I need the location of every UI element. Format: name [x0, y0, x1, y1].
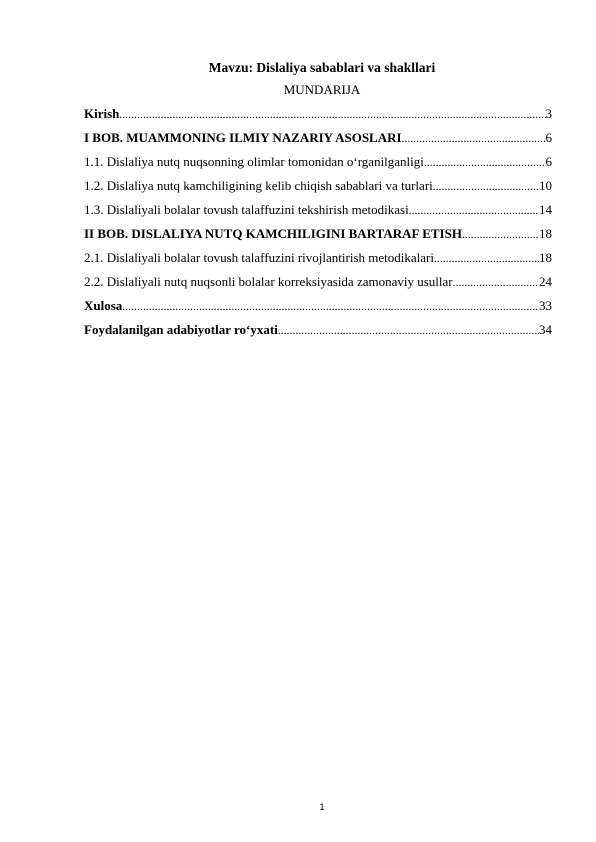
- toc-entry-page: 10: [539, 178, 552, 193]
- toc-entry-section-1-1[interactable]: [84, 153, 552, 177]
- toc-entry-chapter-1[interactable]: [84, 129, 552, 153]
- toc-entry-title: Xulosa: [84, 298, 123, 313]
- toc-entry-title: I BOB. MUAMMONING ILMIY NAZARIY ASOSLARI: [84, 130, 402, 145]
- toc-entry-title: II BOB. DISLALIYA NUTQ KAMCHILIGINI BARTARAF ETISH: [84, 226, 462, 241]
- toc-entry-page: 18: [539, 250, 552, 265]
- toc-entry-title: 2.2. Dislaliyali nutq nuqsonli bolalar korreksiyasida zamonaviy usullar: [84, 274, 453, 289]
- toc-heading: MUNDARIJA: [283, 82, 361, 97]
- toc-entry-page: 34: [539, 322, 552, 337]
- toc-entry-page: 6: [545, 130, 552, 145]
- toc-entry-title: 1.2. Dislaliya nutq kamchiligining kelib chiqish sabablari va turlari: [84, 178, 433, 193]
- toc-entry-chapter-2[interactable]: [84, 225, 552, 249]
- toc-entry-title: 1.3. Dislaliyali bolalar tovush talaffuzini tekshirish metodikasi: [84, 202, 409, 217]
- toc-leader-dots: [119, 106, 545, 124]
- toc-leader-dots: [278, 322, 539, 340]
- toc-entry-section-2-2[interactable]: [84, 273, 552, 297]
- page-number: 1: [319, 802, 325, 812]
- toc-entry-title: 1.1. Dislaliya nutq nuqsonning olimlar tomonidan o‘rganilganligi: [84, 154, 424, 169]
- toc-entry-title: Kirish: [84, 106, 120, 121]
- toc-entry-section-1-2[interactable]: [84, 177, 552, 201]
- toc-leader-dots: [122, 298, 539, 316]
- toc-leader-dots: [433, 178, 539, 196]
- toc-entry-xulosa[interactable]: [84, 297, 552, 321]
- toc-entry-section-2-1[interactable]: [84, 249, 552, 273]
- toc-entry-kirish[interactable]: [84, 105, 552, 129]
- toc-leader-dots: [409, 202, 539, 220]
- toc-entry-title: Foydalanilgan adabiyotlar ro‘yxati: [84, 322, 278, 337]
- toc-entry-page: 6: [545, 154, 552, 169]
- toc-leader-dots: [462, 226, 539, 244]
- toc-entry-page: 24: [539, 274, 552, 289]
- table-of-contents: [84, 105, 552, 345]
- toc-entry-page: 3: [545, 106, 552, 121]
- document-topic: Mavzu: Dislaliya sabablari va shakllari: [208, 60, 436, 75]
- toc-leader-dots: [424, 154, 546, 172]
- toc-entry-page: 33: [539, 298, 552, 313]
- toc-entry-bibliography[interactable]: [84, 321, 552, 345]
- toc-entry-page: 18: [539, 226, 552, 241]
- toc-leader-dots: [434, 250, 539, 268]
- toc-leader-dots: [402, 130, 546, 148]
- toc-entry-section-1-3[interactable]: [84, 201, 552, 225]
- toc-leader-dots: [453, 274, 539, 292]
- toc-entry-title: 2.1. Dislaliyali bolalar tovush talaffuzini rivojlantirish metodikalari: [84, 250, 434, 265]
- toc-entry-page: 14: [539, 202, 552, 217]
